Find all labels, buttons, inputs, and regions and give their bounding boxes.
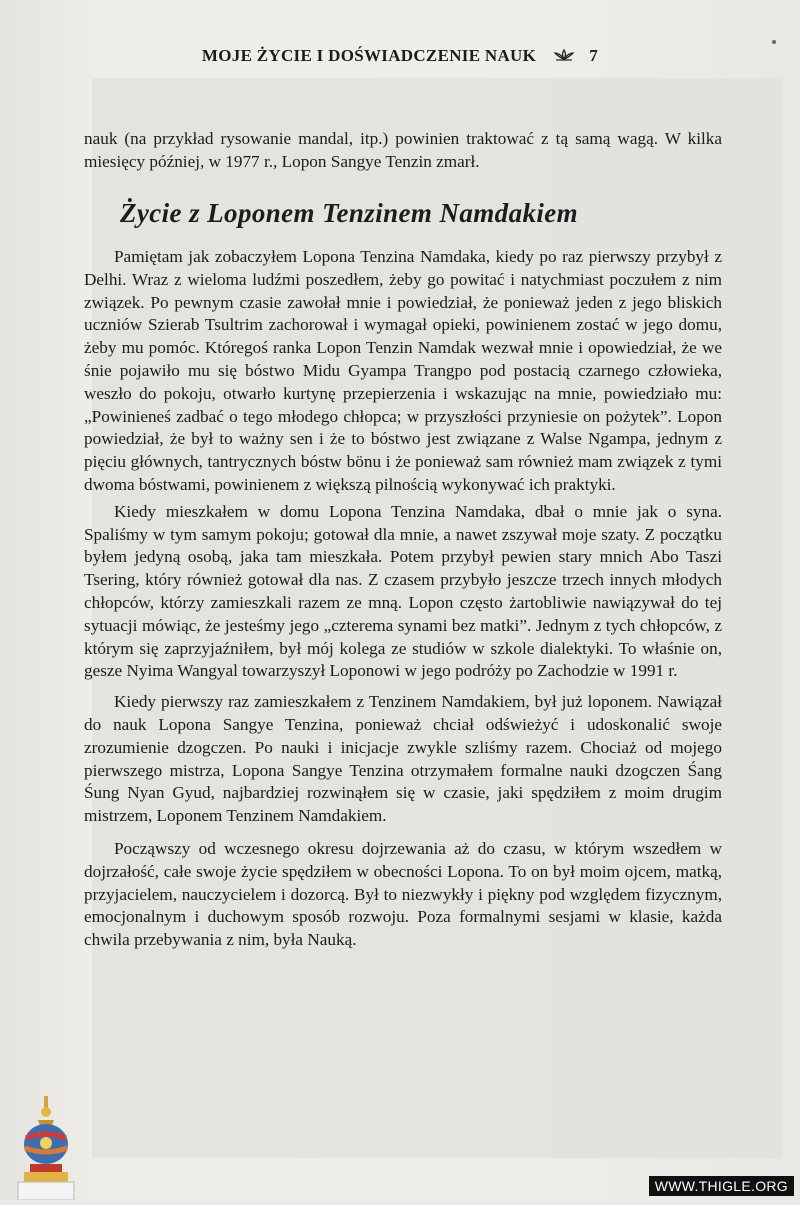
paragraph: Pamiętam jak zobaczyłem Lopona Tenzina Namdaka, kiedy po raz pierwszy przybył z Delhi. Wraz z wieloma ludźmi poszedłem, żeby go powitać i natychmiast poczułem z nim związek. Po pewnym czasie zawołał mnie i powiedział, że ponieważ jeden z jego bliskich uczniów Szierab Tsultrim zachorował i wymagał opieki, powinienem zostać w jego domu, żeby mu pomóc. Któregoś ranka Lopon Tenzin Namdak wezwał mnie i opowiedział, że we śnie pojawiło mu się bóstwo Midu Gyampa Trangpo pod postacią czarnego człowieka, weszło do pokoju, otwarło kurtynę przepierzenia i wskazując na mnie, powiedziało mu: „Powinieneś zadbać o tego młodego chłopca; w przyszłości przyniesie on pożytek”. Lopon powiedział, że był to ważny sen i że to bóstwo jest związane z Walse Ngampa, jednym z pięciu głównych, tantrycznych bóstw bönu i że ponieważ sam również mam związek z tymi dwoma bóstwami, powinienem z większą pilnością wykonywać ich praktyki. <box>84 247 722 494</box>
paragraph: Kiedy pierwszy raz zamieszkałem z Tenzinem Namdakiem, był już loponem. Nawiązał do nauk Lopona Sangye Tenzina, ponieważ chciał odświeżyć i udoskonalić swoje zrozumienie dzogczen. Po nauki i inicjacje zwykle szliśmy razem. Chociaż od mojego pierwszego mistrza, Lopona Sangye Tenzina otrzymałem formalne nauki dzogczen Śang Śung Nyan Gyud, najbardziej rozwinąłem się w czasie, jaki spędziłem z moim drugim mistrzem, Loponem Tenzinem Namdakiem. <box>84 692 722 826</box>
stupa-logo-icon <box>16 1094 76 1200</box>
paragraph: Kiedy mieszkałem w domu Lopona Tenzina Namdaka, dbał o mnie jak o syna. Spaliśmy w tym samym pokoju; gotował dla mnie, a nawet zszywał moje szaty. Z początku byłem jedyną osobą, jaka tam mieszkała. Potem przybył pewien stary mnich Abo Taszi Tsering, który również gotował dla nas. Z czasem przybyło jeszcze trzech innych młodych chłopców, którzy zamieszkali razem ze mną. Lopon często żartobliwie nawiązywał do tej sytuacji mówiąc, że jesteśmy jego „czterema synami bez matki”. Jednym z tych chłopców, z którym się zaprzyjaźniłem, był mój kolega ze studiów w szkole dialektyki. To właśnie on, gesze Nyima Wangyal towarzyszył Loponowi w jego podróży po Zachodzie w 1991 r. <box>84 501 722 681</box>
page-number: 7 <box>589 46 599 65</box>
lotus-ornament-icon <box>553 49 575 66</box>
paragraph: Począwszy od wczesnego okresu dojrzewania aż do czasu, w którym wszedłem w dojrzałość, całe swoje życie spędziłem w obecności Lopona. To on był moim ojcem, matką, przyjacielem, nauczycielem i dozorcą. Był to niezwykły i piękny pod względem fizycznym, emocjonalnym i duchowym sposób rozwoju. Poza formalnymi sesjami w klasie, każda chwila przebywania z nim, była Nauką. <box>84 838 722 950</box>
intro-paragraph: nauk (na przykład rysowanie mandal, itp.) powinien traktować z tą samą wagą. W kilka miesięcy później, w 1977 r., Lopon Sangye Tenzin zmarł. <box>84 129 722 171</box>
intro-block <box>84 128 722 178</box>
chapter-title: Życie z Loponem Tenzinem Namdakiem <box>120 198 579 228</box>
body-text <box>84 246 722 956</box>
running-header <box>0 46 800 66</box>
running-title: MOJE ŻYCIE I DOŚWIADCZENIE NAUK <box>201 46 537 65</box>
scan-speck <box>772 40 776 44</box>
watermark: WWW.THIGLE.ORG <box>649 1176 794 1196</box>
